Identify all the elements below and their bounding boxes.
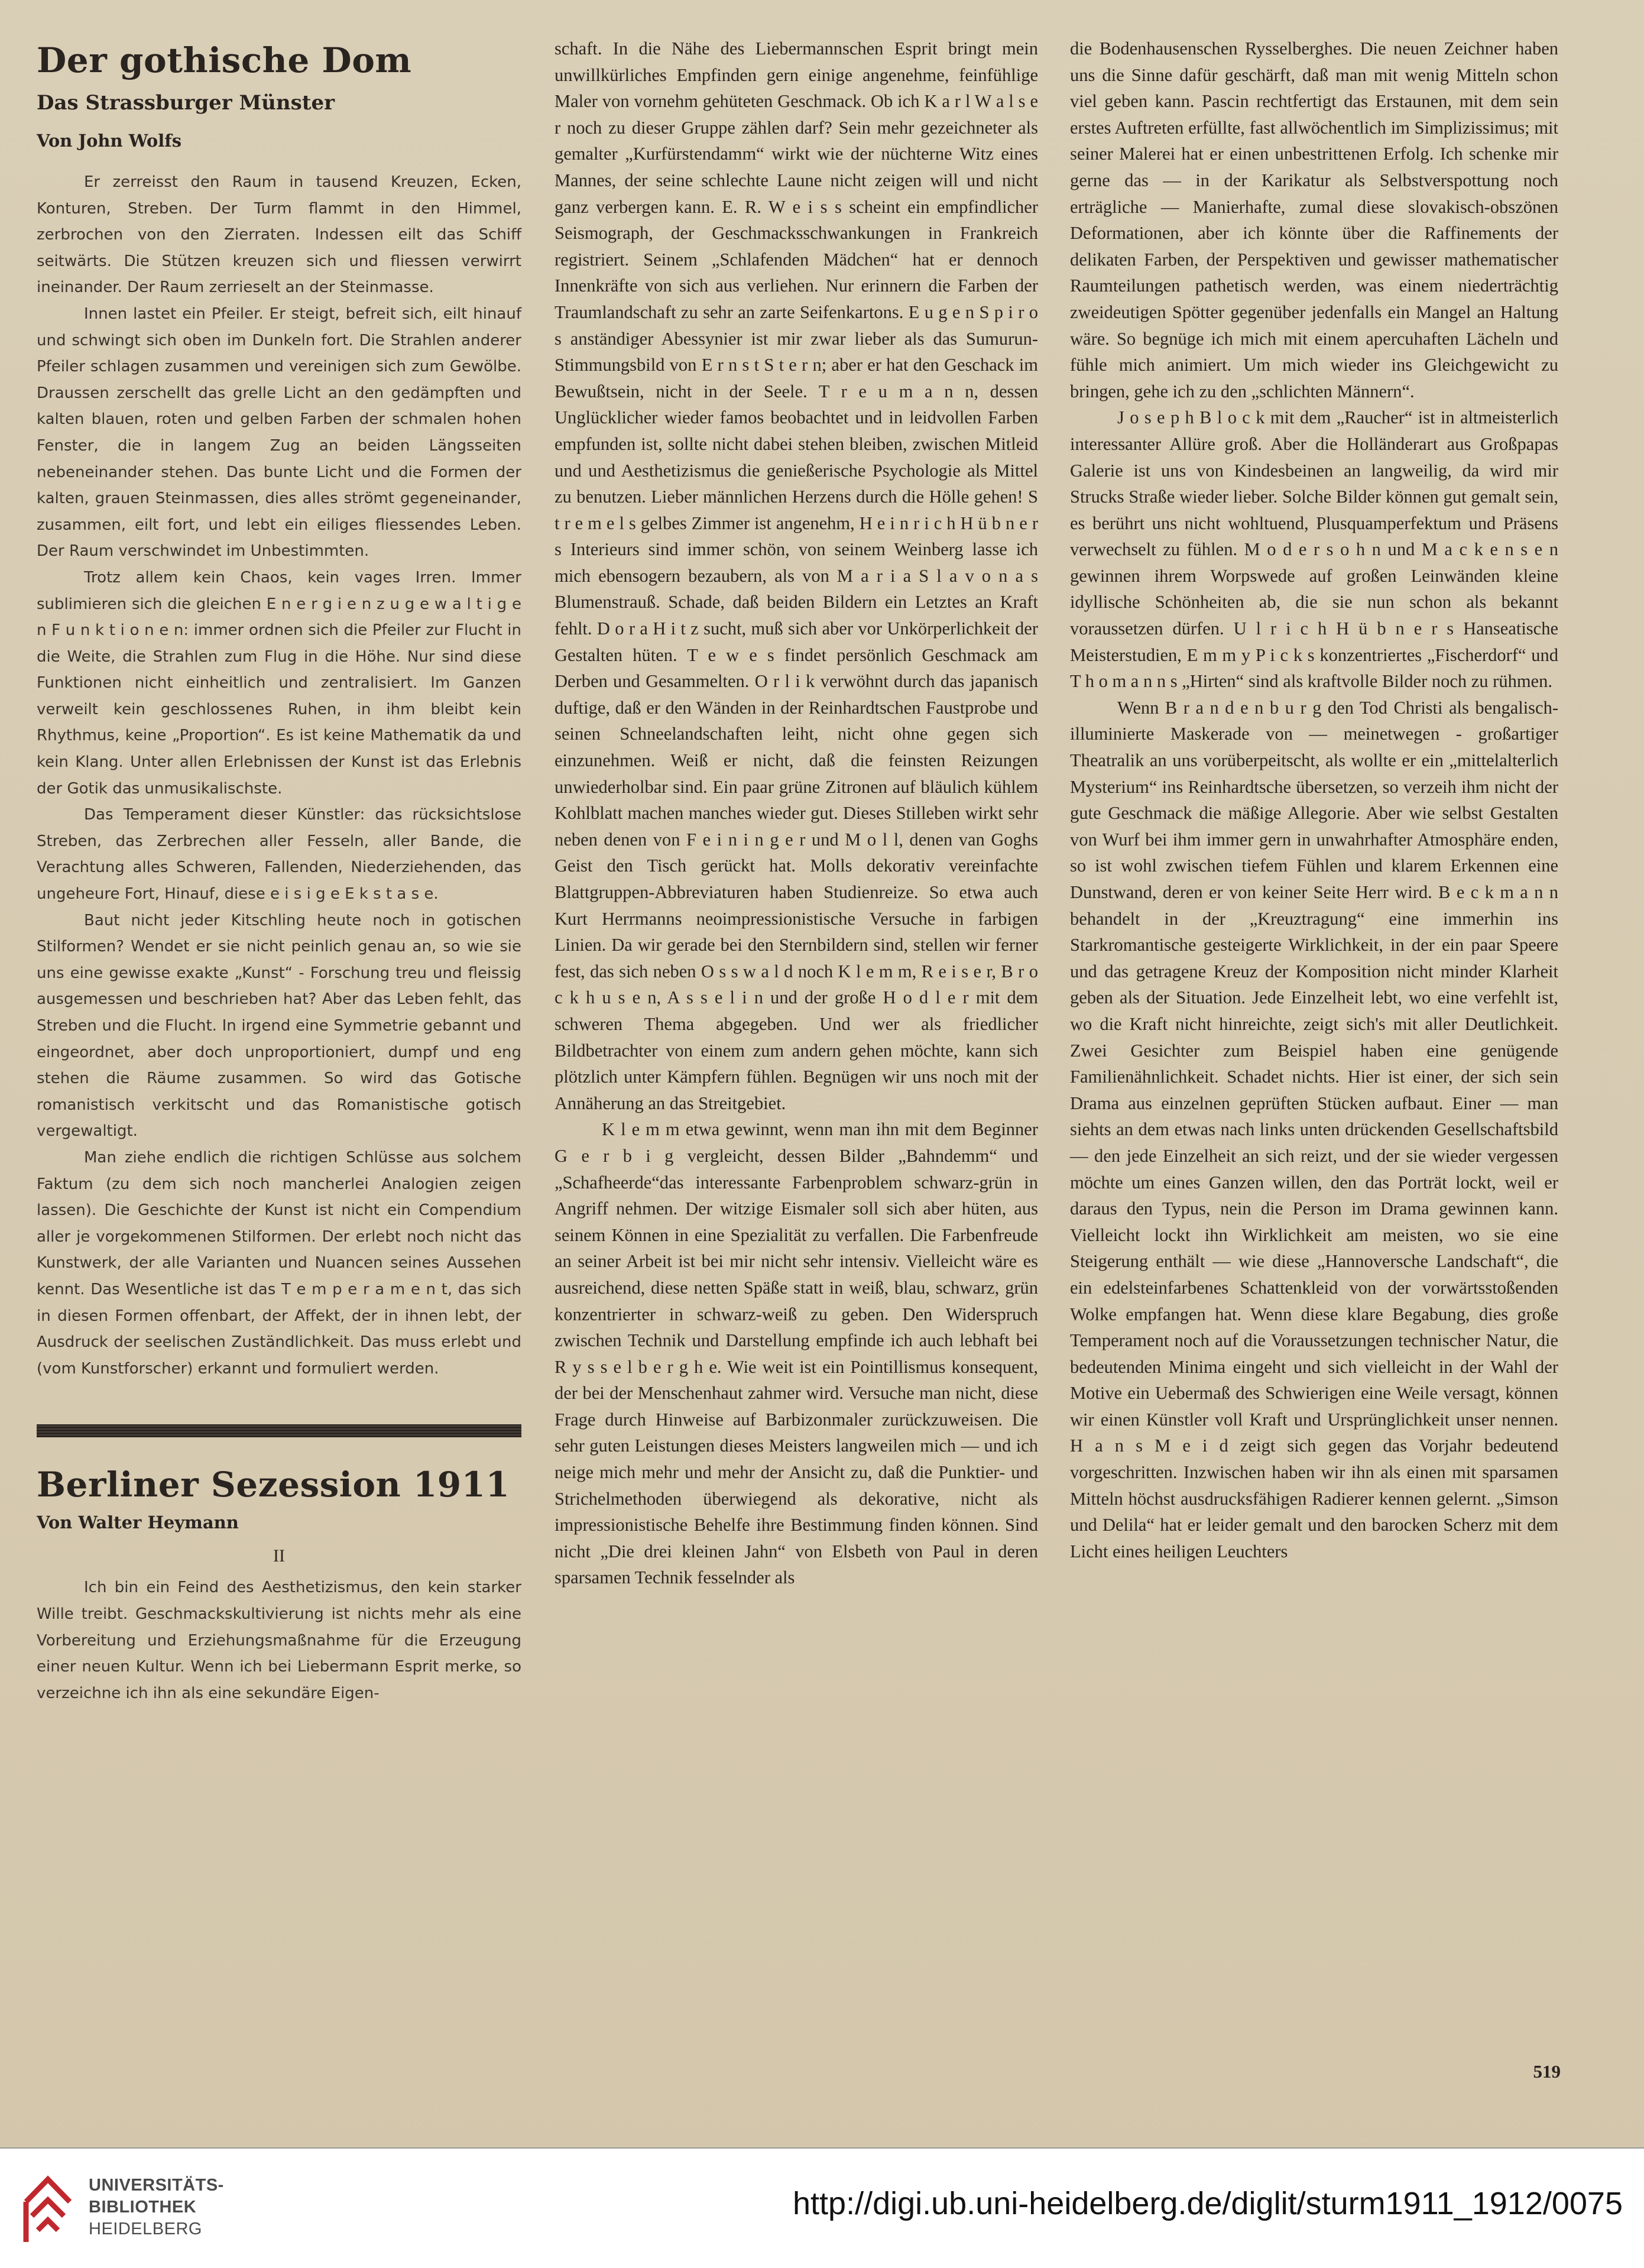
library-name-line: UNIVERSITÄTS- — [89, 2176, 224, 2195]
library-name — [89, 2175, 224, 2240]
library-logo-icon — [15, 2166, 80, 2249]
article2-title: Berliner Sezession 1911 — [37, 1465, 510, 1505]
article1-byline: Von John Wolfs — [37, 131, 182, 151]
article2-paragraph: die Bodenhausenschen Rysselberghes. Die neuen Zeichner haben uns die Sinne dafür geschärft, daß man mit wenig Mitteln schon viel geben kann. Pascin rechtfertigt das Erstaunen, mit dem sein erstes Auftreten erfüllte, fast allwöchentlich im Simplizissimus; mit seiner Malerei hat er einen unbestrittenen Erfolg. Ich schenke mir gerne das — in der Karikatur als Selbstverspottung noch erträgliche — Manierhafte, zumal diese slovakisch-obszönen Deformationen, aber ich könnte über die Raffinements der delikaten Farben, der Perspektiven und gewisser mathematischer Raumteilungen pathetisch werden, was einem niederträchtig zweideutigen Spötter gegenüber jedenfalls ein Mangel an Haltung wäre. So begnüge ich mich mit einem apercuhaften Lächeln und fühle mich animiert. Um mich wieder ins Gleichgewicht zu bringen, gehe ich zu den „schlichten Männern“. — [1070, 38, 1558, 401]
article1-paragraph: Baut nicht jeder Kitschling heute noch in gotischen Stilformen? Wendet er sie nicht peinlich genau an, so wie sie uns eine gewisse exakte „Kunst“ - Forschung treu und fleissig ausgemessen und beschrieben hat? Aber das Leben fehlt, das Streben und die Flucht. In irgend eine Symmetrie gebannt und eingeordnet, aber doch unproportioniert, dumpf und eng stehen die Räume zusammen. So wird das Gotische romanistisch verkitscht und das Romanistische gotisch vergewaltigt. — [37, 911, 521, 1141]
article1-paragraph: Innen lastet ein Pfeiler. Er steigt, befreit sich, eilt hinauf und schwingt sich oben im Dunkeln fort. Die Strahlen anderer Pfeiler schlagen zusammen und vereinigen sich zum Gewölbe. Draussen zerschellt das grelle Licht an den gedämpften und kalten blauen, roten und gelben Farben der schmalen hohen Fenster, die in langem Zug an beiden Längsseiten nebeneinander stehen. Das bunte Licht und die Formen der kalten, grauen Steinmassen, dies alles strömt gegeneinander, zusammen, eilt fort, und lebt ein eiliges fliessendes Leben. Der Raum verschwindet im Unbestimmten. — [37, 304, 521, 560]
library-name-line: HEIDELBERG — [89, 2220, 202, 2238]
article1-subtitle: Das Strassburger Münster — [37, 91, 335, 115]
column-left — [37, 35, 521, 1706]
article1-paragraph: Man ziehe endlich die richtigen Schlüsse aus solchem Faktum (zu dem sich noch mancherlei Analogien zeigen lassen). Die Geschichte der Kunst ist nicht ein Compendium aller je vorgekommenen Stilformen. Der erlebt noch nicht das Kunstwerk, der alle Varianten und Nuancen seines Aussehen kennt. Das Wesentliche ist das T e m p e r a m e n t, das sich in diesen Formen offenbart, der Affekt, der in ihnen lebt, der Ausdruck der seelischen Zuständlichkeit. Das muss erlebt und (vom Kunstforscher) erkannt und formuliert werden. — [37, 1148, 521, 1378]
article1-paragraph: Trotz allem kein Chaos, kein vages Irren. Immer sublimieren sich die gleichen E n e r g i e n z u g e w a l t i g e n F u n k t i o n e n: immer ordnen sich die Pfeiler zur Flucht in die Weite, die Strahlen zum Flug in die Höhe. Nur sind diese Funktionen nicht einheitlich und zentralisiert. Im Ganzen verweilt kein geschlossenes Ruhen, in ihm bleibt kein Rhythmus, keine „Proportion“. Es ist keine Mathematik da und kein Klang. Unter allen Erlebnissen der Kunst ist das Erlebnis der Gotik das unmusikalischste. — [37, 568, 521, 798]
section-divider — [37, 1424, 521, 1437]
library-name-line: BIBLIOTHEK — [89, 2198, 197, 2217]
page-number: 519 — [1533, 2061, 1561, 2082]
column-right — [1070, 35, 1558, 1564]
article2-paragraph: Ich bin ein Feind des Aesthetizismus, den kein starker Wille treibt. Geschmackskultivierung ist nichts mehr als eine Vorbereitung und Erziehungsmaßnahme für die Erzeugung einer neuen Kultur. Wenn ich bei Liebermann Esprit merke, so verzeichne ich ihn als eine sekundäre Eigen- — [37, 1579, 521, 1702]
article2-paragraph: schaft. In die Nähe des Liebermannschen Esprit bringt mein unwillkürliches Empfinden gern einige angenehme, feinfühlige Maler von vornehm gehüteten Geschmack. Ob ich K a r l W a l s e r noch zu dieser Gruppe zählen darf? Sein mehr gezeichneter als gemalter „Kurfürstendamm“ wirkt wie der nüchterne Witz eines Mannes, der seine schlechte Laune nicht zeigen will und nicht ganz verbergen kann. E. R. W e i s s scheint ein empfindlicher Seismograph, der Geschmacksschwankungen in Frankreich registriert. Seinem „Schlafenden Mädchen“ hat er dennoch Innenkräfte von sich aus verliehen. Nur erinnern die Farben der Traumlandschaft zu sehr an zarte Seifenkartons. E u g e n S p i r o s anständiger Abessynier ist mir zwar lieber als das Sumurun-Stimmungsbild von E r n s t S t e r n; aber er hat den Geschack im Bewußtsein, nicht in der Seele. T r e u m a n n, dessen Unglücklicher wieder famos beobachtet und in leidvollen Farben empfunden ist, sollte nicht dabei stehen bleiben, zwischen Mitleid und und Aesthetizismus die genießerische Psychologie als Mittel zu benutzen. Lieber männlichen Herzens durch die Hölle gehen! S t r e m e l s gelbes Zimmer ist angenehm, H e i n r i c h H ü b n e r s Interieurs sind immer schön, von seinem Weinberg lasse ich mich ebensogern bezaubern, als von M a r i a S l a v o n a s Blumenstrauß. Schade, daß beiden Bildern ein Letztes an Kraft fehlt. D o r a H i t z sucht, muß sich aber vor Unkörperlichkeit der Gestalten hüten. T e w e s findet persönlich Geschmack am Derben und Gesammelten. O r l i k verwöhnt durch das japanisch duftige, daß er den Wänden in der Reinhardtschen Faustprobe und seinen Schneelandschaften leiht, nicht ohne gegen sich einzunehmen. Weiß er nicht, daß die feinsten Reizungen unwiederholbar sind. Ein paar grüne Zitronen auf bläulich kühlem Kohlblatt machen manches wieder gut. Dieses Stilleben wirkt sehr neben denen von F e i n i n g e r und M o l l, denen van Goghs Geist den Tisch gerückt hat. Molls dekorativ vereinfachte Blattgruppen-Abbreviaturen haben Studienreize. So etwa auch Kurt Herrmanns neoimpressionistische Versuche in farbigen Linien. Da wir gerade bei den Sternbildern sind, stellen wir ferner fest, das sich neben O s s w a l d noch K l e m m, R e i s e r, B r o c k h u s e n, A s s e l i n und der große H o d l e r mit dem schweren Thema abgegeben. Und wer als friedlicher Bildbetrachter von einem zum andern gehen möchte, kann sich plötzlich unter Kämpfern fühlen. Begnügen wir uns noch mit der Annäherung an das Streitgebiet. — [555, 38, 1038, 1113]
article2-section-number: II — [273, 1546, 285, 1566]
article2-paragraph: J o s e p h B l o c k mit dem „Raucher“ ist in altmeisterlich interessanter Allüre groß. Aber die Holländerart aus Großpapas Galerie ist uns von Kindesbeinen an langweilig, da wird mir Strucks Straße wieder lieber. Solche Bilder können gut gemalt sein, es berührt uns nicht wohltuend, Plusquamperfektum und Präsens verwechselt zu fühlen. M o d e r s o h n und M a c k e n s e n gewinnen ihrem Worpswede auf großen Leinwänden kleine idyllische Schönheiten ab, die sie nun schon als bekannt voraussetzen dürfen. U l r i c h H ü b n e r s Hanseatische Meisterstudien, E m m y P i c k s konzentriertes „Fischerdorf“ und T h o m a n n s „Hirten“ sind als kraftvolle Bilder noch zu rühmen. — [1070, 407, 1558, 692]
article2-paragraph: K l e m m etwa gewinnt, wenn man ihn mit dem Beginner G e r b i g vergleicht, dessen Bilder „Bahndemm“ und „Schafheerde“das interessante Farbenproblem schwarz-grün in Angriff nehmen. Der witzige Eismaler soll sich aber hüten, aus seinem Können in eine Spezialität zu verfallen. Die Farbenfreude an seiner Arbeit ist bei mir nicht sehr intensiv. Vielleicht wäre es ausreichend, diese netten Späße statt in weiß, blau, schwarz, grün konzentrierter in schwarz-weiß zu geben. Den Widerspruch zwischen Technik und Darstellung empfinde ich auch lebhaft bei R y s s e l b e r g h e. Wie weit ist ein Pointillismus konsequent, der bei der Menschenhaut zahmer wird. Versuche man nicht, diese Frage durch Hinweise auf Barbizonmaler zurückzuweisen. Die sehr guten Leistungen dieses Meisters langweilen mich — und ich neige mich mehr und mehr der Ansicht zu, daß die Punktier- und Strichelmethoden überwiegend als dekorative, nicht als impressionistische Behelfe ihre Bestimmung finden können. Sind nicht „Die drei kleinen Jahn“ von Elsbeth von Paul in deren sparsamen Technik fesselnder als — [555, 1119, 1038, 1588]
article1-title: Der gothische Dom — [37, 40, 412, 80]
article2-byline: Von Walter Heymann — [37, 1512, 239, 1533]
library-footer — [0, 2147, 1644, 2268]
article1-paragraph: Er zerreisst den Raum in tausend Kreuzen, Ecken, Konturen, Streben. Der Turm flammt in den Himmel, zerbrochen von den Zierraten. Indessen eilt das Schiff seitwärts. Die Stützen kreuzen sich und fliessen verwirrt ineinander. Der Raum zerrieselt an der Steinmasse. — [37, 173, 521, 297]
permalink-url[interactable]: http://digi.ub.uni-heidelberg.de/diglit/sturm1911_1912/0075 — [793, 2186, 1623, 2221]
column-middle — [555, 35, 1038, 1591]
article1-paragraph: Das Temperament dieser Künstler: das rücksichtslose Streben, das Zerbrechen aller Fesseln, aller Bande, die Verachtung alles Schweren, Fallenden, Niederziehenden, das ungeheure Fort, Hinauf, diese e i s i g e E k s t a s e. — [37, 806, 521, 903]
article2-paragraph: Wenn B r a n d e n b u r g den Tod Christi als bengalisch-illuminierte Maskerade von — meinetwegen - großartiger Theatralik an uns vorüberpeitscht, als wollte er ein „mittelalterlich Mysterium“ ins Reinhardtsche übersetzen, so verzeih ihm nicht der gute Geschmack die mäßige Allegorie. Aber wie selbst Gestalten von Wurf bei ihm immer gern in unwahrhafter Atmosphäre enden, so ist wohl zwischen tiefem Fühlen und klarem Erkennen eine Dunstwand, deren er von keiner Seite Herr wird. B e c k m a n n behandelt in der „Kreuztragung“ eine immerhin ins Starkromantische gesteigerte Wirklichkeit, in der ein paar Speere und das getragene Kreuz der Komposition nicht minder Klarheit geben als der Situation. Jede Einzelheit lebt, wo eine verfehlt ist, wo die Kraft nicht hinreichte, zeigt sich's mit aller Deutlichkeit. Zwei Gesichter zum Beispiel haben eine genügende Familienähnlichkeit. Schadet nichts. Hier ist einer, der sich sein Drama aus einzelnen geprüften Stücken aufbaut. Einer — man siehts an dem etwas nach links unten drückenden Gesellschaftsbild — den jede Einzelheit an sich reizt, und der sie wieder vergessen möchte um eines Ganzen willen, den das Porträt lockt, weil er daraus den Typus, nein die Person im Drama gewinnen kann. Vielleicht lockt ihn Wirklichkeit am meisten, wo sie eine Steigerung enthält — wie diese „Hannoversche Landschaft“, die ein edelsteinfarbenes Schattenkleid von der vorwärtsstoßenden Wolke empfangen hat. Wenn diese klare Begabung, dies große Temperament noch auf die Voraussetzungen technischer Natur, die bedeutenden Minima eingeht und sich vielleicht in der Wahl der Motive ein Uebermaß des Schwierigen eine Weile versagt, können wir einen Künstler voll Kraft und Ursprünglichkeit unser nennen. H a n s M e i d zeigt sich gegen das Vorjahr bedeutend vorgeschritten. Inzwischen haben wir ihn als einen mit sparsamen Mitteln höchst ausdrucksfähigen Radierer kennen gelernt. „Simson und Delila“ hat er leider gemalt und den barocken Scherz mit dem Licht eines heiligen Leuchters — [1070, 697, 1558, 1561]
